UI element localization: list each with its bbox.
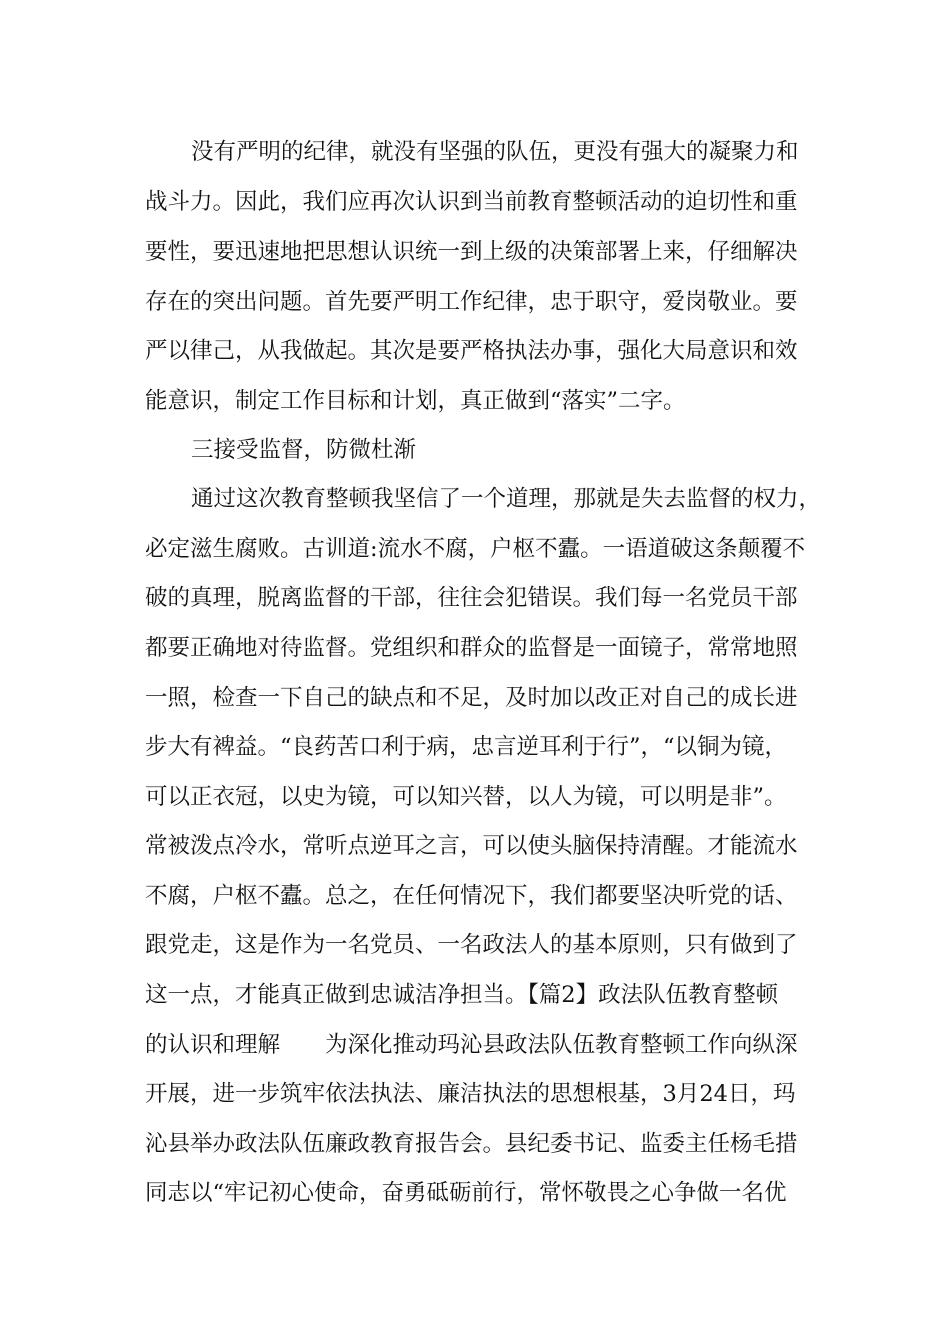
text-line: 破的真理，脱离监督的干部，往往会犯错误。我们每一名党员干部 bbox=[145, 585, 798, 611]
text-line: 能意识，制定工作目标和计划，真正做到“落实”二字。 bbox=[145, 388, 686, 414]
text-line: 跟党走，这是作为一名党员、一名政法人的基本原则，只有做到了 bbox=[145, 932, 798, 958]
text-line: 必定滋生腐败。古训道:流水不腐，户枢不蠹。一语道破这条颠覆不 bbox=[145, 536, 806, 562]
text-line: 同志以“牢记初心使命，奋勇砥砺前行，常怀敬畏之心争做一名优 bbox=[145, 1180, 787, 1206]
section-heading: 三接受监督，防微杜渐 bbox=[191, 437, 417, 463]
text-line: 不腐，户枢不蠹。总之，在任何情况下，我们都要坚决听党的话、 bbox=[145, 883, 798, 909]
text-line: 可以正衣冠，以史为镜，可以知兴替，以人为镜，可以明是非”。 bbox=[145, 784, 787, 810]
text-line: 要性，要迅速地把思想认识统一到上级的决策部署上来，仔细解决 bbox=[145, 239, 798, 265]
text-line: 常被泼点冷水，常听点逆耳之言，可以使头脑保持清醒。才能流水 bbox=[145, 833, 798, 859]
text-line: 存在的突出问题。首先要严明工作纪律，忠于职守，爱岗敬业。要 bbox=[145, 289, 798, 315]
text-line: 步大有裨益。“良药苦口利于病，忠言逆耳利于行”，“以铜为镜， bbox=[145, 734, 788, 760]
text-line: 没有严明的纪律，就没有坚强的队伍，更没有强大的凝聚力和 bbox=[191, 139, 799, 165]
text-line: 沁县举办政法队伍廉政教育报告会。县纪委书记、监委主任杨毛措 bbox=[145, 1131, 798, 1157]
text-line: 一照，检查一下自己的缺点和不足，及时加以改正对自己的成长进 bbox=[145, 685, 798, 711]
text-line: 这一点，才能真正做到忠诚洁净担当。【篇2】政法队伍教育整顿 bbox=[145, 982, 779, 1008]
text-line: 战斗力。因此，我们应再次认识到当前教育整顿活动的迫切性和重 bbox=[145, 189, 798, 215]
text-line: 严以律己，从我做起。其次是要严格执法办事，强化大局意识和效 bbox=[145, 338, 798, 364]
text-line: 的认识和理解 为深化推动玛沁县政法队伍教育整顿工作向纵深 bbox=[145, 1032, 798, 1058]
text-line: 开展，进一步筑牢依法执法、廉洁执法的思想根基，3月24日，玛 bbox=[145, 1081, 796, 1107]
text-line: 通过这次教育整顿我坚信了一个道理，那就是失去监督的权力， bbox=[191, 486, 822, 512]
text-line: 都要正确地对待监督。党组织和群众的监督是一面镜子，常常地照 bbox=[145, 635, 798, 661]
